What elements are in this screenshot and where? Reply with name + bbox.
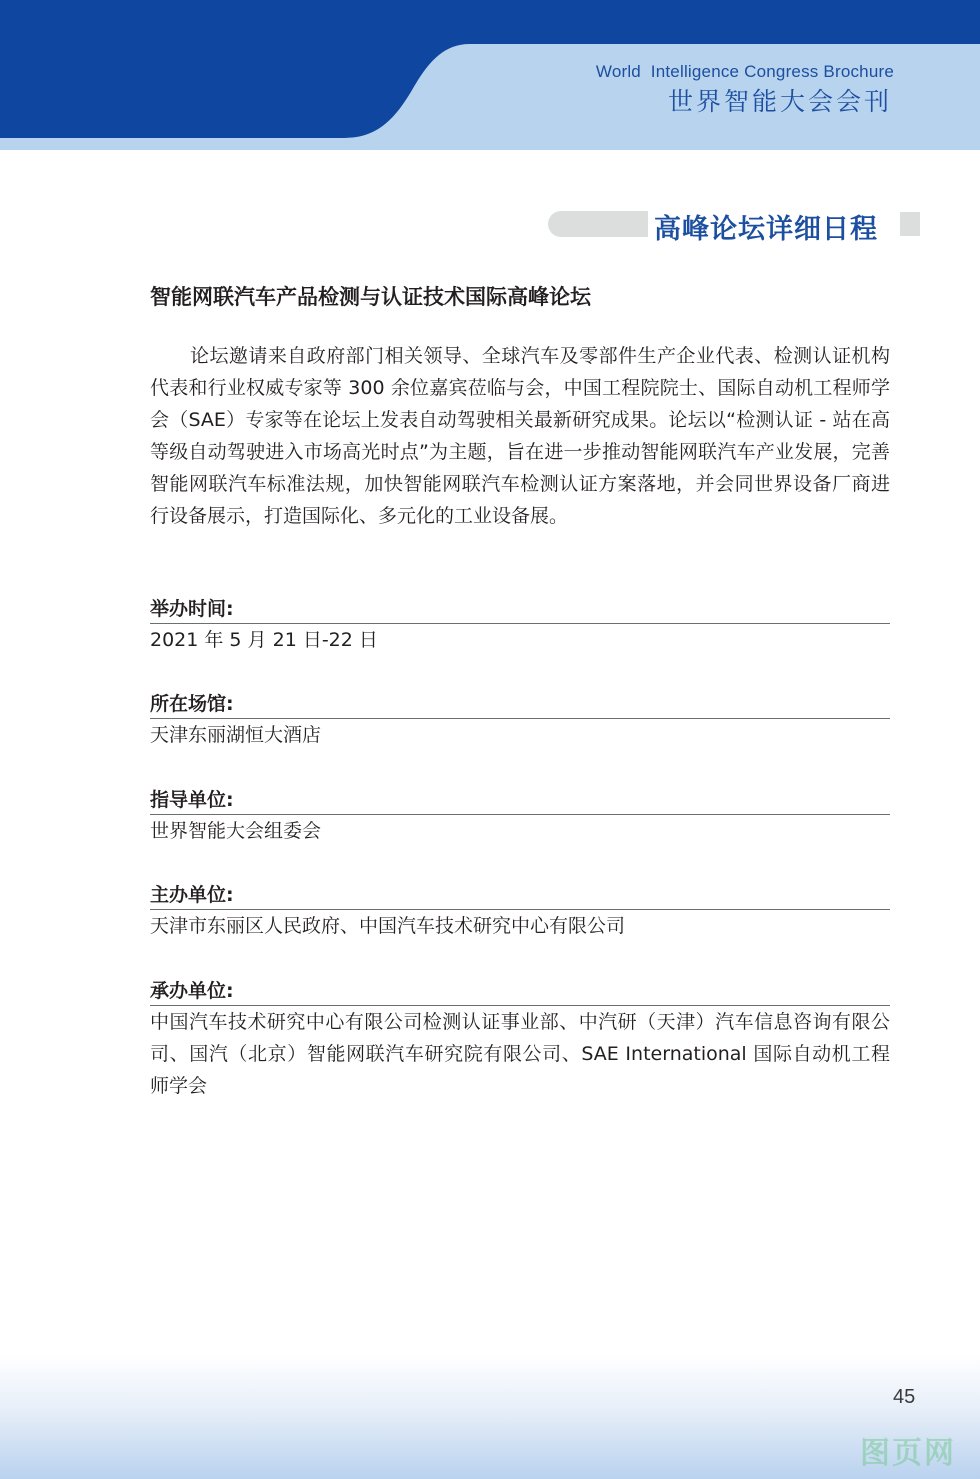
info-label: 承办单位: bbox=[150, 977, 890, 1006]
header-banner bbox=[0, 0, 980, 160]
page-number: 45 bbox=[893, 1386, 916, 1408]
info-label: 所在场馆: bbox=[150, 690, 890, 719]
watermark-logo: 图页网 bbox=[860, 1436, 956, 1471]
info-value: 中国汽车技术研究中心有限公司检测认证事业部、中汽研（天津）汽车信息咨询有限公司、国汽（北京）智能网联汽车研究院有限公司、SAE International 国际自动机工程师学会 bbox=[150, 1011, 890, 1097]
brand-english-title: World Intelligence Congress Brochure bbox=[595, 62, 894, 81]
info-value: 2021 年 5 月 21 日-22 日 bbox=[150, 629, 378, 651]
section-title: 高峰论坛详细日程 bbox=[654, 214, 878, 245]
info-label: 举办时间: bbox=[150, 595, 890, 624]
forum-title: 智能网联汽车产品检测与认证技术国际高峰论坛 bbox=[150, 285, 591, 309]
info-item-guiding-unit bbox=[150, 786, 890, 847]
info-item-organizer-unit bbox=[150, 977, 890, 1102]
brand-chinese-title: 世界智能大会会刊 bbox=[667, 87, 892, 116]
info-label: 主办单位: bbox=[150, 881, 890, 910]
footer-gradient bbox=[0, 1355, 980, 1479]
section-heading-bar-right bbox=[900, 212, 920, 236]
info-value: 天津市东丽区人民政府、中国汽车技术研究中心有限公司 bbox=[150, 915, 626, 937]
info-item-venue bbox=[150, 690, 890, 751]
info-item-host-unit bbox=[150, 881, 890, 942]
info-value: 天津东丽湖恒大酒店 bbox=[150, 724, 322, 746]
info-label: 指导单位: bbox=[150, 786, 890, 815]
section-heading bbox=[548, 207, 920, 243]
section-heading-bar-left bbox=[548, 211, 648, 237]
forum-intro-paragraph: 论坛邀请来自政府部门相关领导、全球汽车及零部件生产企业代表、检测认证机构代表和行业权威专家等 300 余位嘉宾莅临与会，中国工程院院士、国际自动机工程师学会（SAE）专家等在论坛上发表自动驾驶相关最新研究成果。论坛以“检测认证 - 站在高等级自动驾驶进入市场高光时点”为主题，旨在进一步推动智能网联汽车产业发展，完善智能网联汽车标准法规，加快智能网联汽车检测认证方案落地，并会同世界设备厂商进行设备展示，打造国际化、多元化的工业设备展。 bbox=[150, 345, 890, 527]
info-item-time bbox=[150, 595, 890, 656]
info-value: 世界智能大会组委会 bbox=[150, 820, 322, 842]
